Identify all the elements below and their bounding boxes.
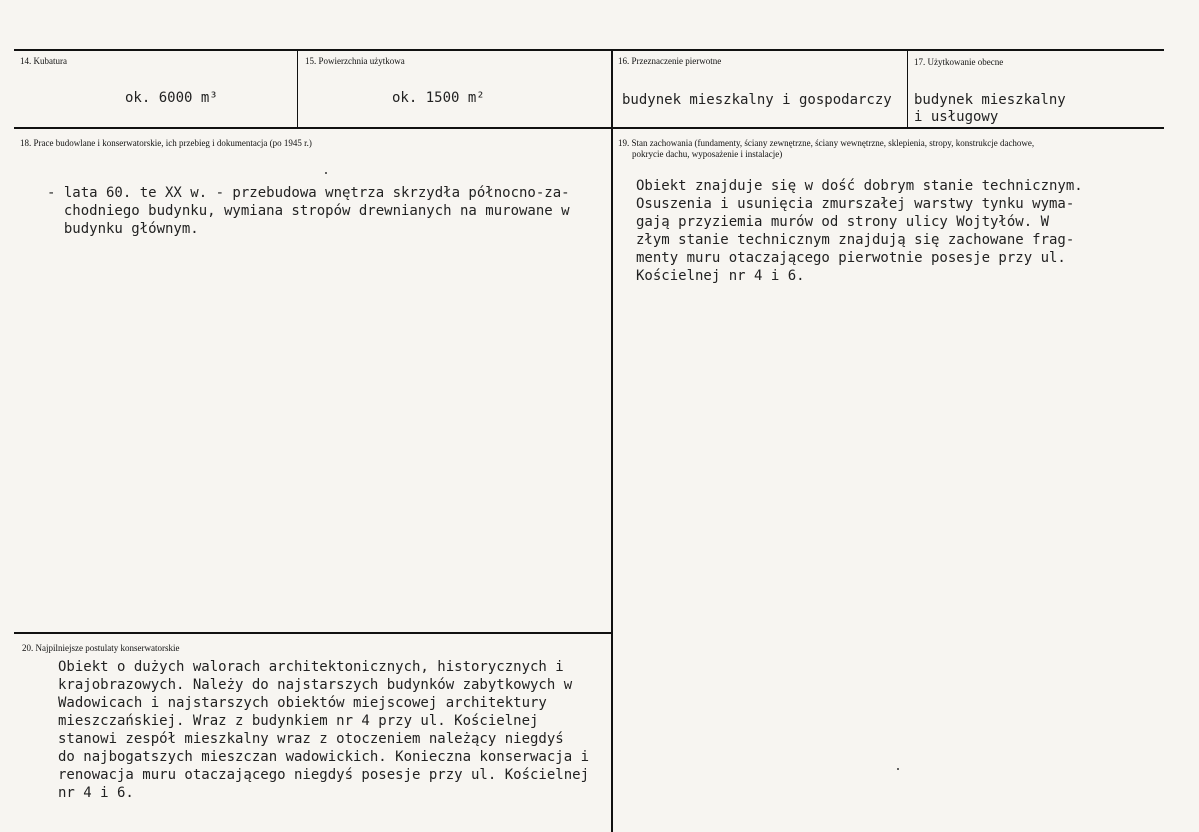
field-19-text-line: gają przyziemia murów od strony ulicy Wojtyłów. W xyxy=(636,214,1050,230)
field-16-label: 16. Przeznaczenie pierwotne xyxy=(618,56,722,66)
field-20-text-line: Obiekt o dużych walorach architektonicznych, historycznych i xyxy=(58,659,564,675)
field-14-label: 14. Kubatura xyxy=(20,56,67,66)
field-18-text-line: - lata 60. te XX w. - przebudowa wnętrza skrzydła północno-za- xyxy=(47,185,570,201)
field-19-text-line: Osuszenia i usunięcia zmurszałej warstwy tynku wyma- xyxy=(636,196,1075,212)
field-18-text-line: chodniego budynku, wymiana stropów drewnianych na murowane w xyxy=(47,203,570,219)
vertical-rule-14-15 xyxy=(297,49,298,129)
field-20-text-line: stanowi zespół mieszkalny wraz z otoczeniem należący niegdyś xyxy=(58,731,564,747)
field-20-text-line: krajobrazowych. Należy do najstarszych budynków zabytkowych w xyxy=(58,677,573,693)
field-20-text-line: nr 4 i 6. xyxy=(58,785,134,801)
field-19-text-line: Obiekt znajduje się w dość dobrym stanie technicznym. xyxy=(636,178,1083,194)
field-15-value: ok. 1500 m² xyxy=(392,90,485,106)
scan-speck xyxy=(897,768,899,770)
field-20-text-line: do najbogatszych mieszczan wadowickich. Konieczna konserwacja i xyxy=(58,749,590,765)
vertical-rule-16-17 xyxy=(907,49,908,129)
field-20-top-rule xyxy=(14,632,612,634)
field-15-label: 15. Powierzchnia użytkowa xyxy=(305,56,405,66)
field-20-label: 20. Najpilniejsze postulaty konserwatorskie xyxy=(22,643,180,653)
field-20-text-line: renowacja muru otaczającego niegdyś posesje przy ul. Kościelnej xyxy=(58,767,590,783)
vertical-rule-main xyxy=(611,49,613,832)
field-18-text-line: budynku głównym. xyxy=(47,221,199,237)
field-17-label: 17. Użytkowanie obecne xyxy=(914,57,1004,67)
field-16-value: budynek mieszkalny i gospodarczy xyxy=(622,92,892,108)
field-20-text-line: Wadowicach i najstarszych obiektów miejscowej architektury xyxy=(58,695,547,711)
field-20-text-line: mieszczańskiej. Wraz z budynkiem nr 4 przy ul. Kościelnej xyxy=(58,713,539,729)
field-18-label: 18. Prace budowlane i konserwatorskie, ich przebieg i dokumentacja (po 1945 r.) xyxy=(20,138,312,148)
field-19-label-line: 19. Stan zachowania (fundamenty, ściany zewnętrzne, ściany wewnętrzne, sklepienia, stropy, konstrukcje dachowe, xyxy=(618,138,1035,148)
field-19-label-line: pokrycie dachu, wyposażenie i instalacje) xyxy=(632,149,783,159)
top-rule xyxy=(14,49,1164,51)
top-row-bottom-rule xyxy=(14,127,1164,129)
scan-speck xyxy=(325,172,327,174)
field-19-text-line: menty muru otaczającego pierwotnie posesje przy ul. xyxy=(636,250,1066,266)
field-19-text-line: złym stanie technicznym znajdują się zachowane frag- xyxy=(636,232,1075,248)
field-14-value: ok. 6000 m³ xyxy=(125,90,218,106)
field-17-value-line: budynek mieszkalny xyxy=(914,92,1066,108)
field-19-text-line: Kościelnej nr 4 i 6. xyxy=(636,268,805,284)
field-17-value-line: i usługowy xyxy=(914,109,999,125)
